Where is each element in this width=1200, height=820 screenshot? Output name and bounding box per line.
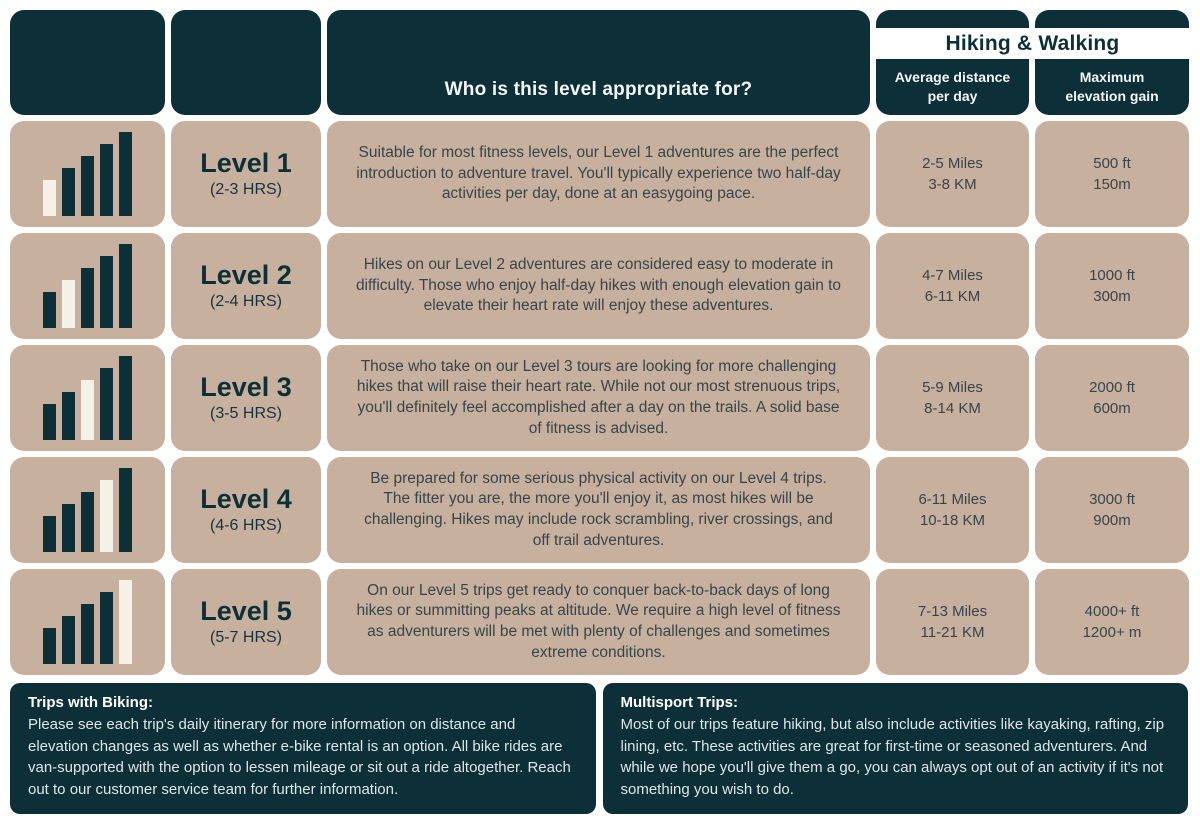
difficulty-bars-icon bbox=[43, 468, 132, 552]
distance-km: 8-14 KM bbox=[924, 400, 981, 417]
level3-elevation-cell bbox=[1035, 345, 1189, 451]
elevation-m: 1200+ m bbox=[1082, 624, 1142, 641]
level3-description-cell bbox=[327, 345, 870, 451]
who-column-label: Who is this level appropriate for? bbox=[444, 79, 753, 100]
level2-name-cell bbox=[171, 233, 321, 339]
level-name: Level 1 bbox=[200, 148, 292, 179]
level1-name-cell bbox=[171, 121, 321, 227]
header-spacer-level-col bbox=[171, 10, 321, 115]
bar bbox=[43, 628, 56, 664]
level-name: Level 5 bbox=[200, 596, 292, 627]
bar bbox=[100, 368, 113, 440]
level-hours: (4-6 HRS) bbox=[209, 516, 282, 534]
elevation-ft: 1000 ft bbox=[1089, 267, 1135, 284]
bar bbox=[100, 592, 113, 664]
highlighted-bar bbox=[43, 180, 56, 216]
bar bbox=[119, 244, 132, 328]
level-distance bbox=[918, 601, 987, 643]
elevation-ft: 500 ft bbox=[1093, 155, 1131, 172]
average-distance-line1: Average distance bbox=[894, 68, 1011, 85]
bar bbox=[43, 404, 56, 440]
header-who-column bbox=[327, 10, 870, 115]
level2-elevation-cell bbox=[1035, 233, 1189, 339]
elevation-ft: 4000+ ft bbox=[1084, 603, 1140, 620]
biking-note-box bbox=[10, 683, 596, 814]
level-description: On our Level 5 trips get ready to conquer back-to-back days of long hikes or summitting peaks at altitude. We require a high level of fitness as adventurers will be met with plenty of challenges and sometimes extreme conditions. bbox=[356, 581, 841, 661]
distance-miles: 5-9 Miles bbox=[922, 379, 983, 396]
level-distance bbox=[922, 265, 983, 307]
bar bbox=[119, 468, 132, 552]
bar bbox=[43, 292, 56, 328]
max-elevation-line1: Maximum bbox=[1079, 68, 1145, 85]
level-distance bbox=[918, 489, 986, 531]
level-hours: (5-7 HRS) bbox=[209, 628, 282, 646]
level-description: Suitable for most fitness levels, our Level 1 adventures are the perfect introduction to adventure travel. You'll typically experience two half-day activities per day, done at an easygoing pace. bbox=[356, 144, 841, 203]
difficulty-bars-icon bbox=[43, 356, 132, 440]
elevation-m: 900m bbox=[1093, 512, 1131, 529]
level4-name-cell bbox=[171, 457, 321, 563]
level4-description-cell bbox=[327, 457, 870, 563]
distance-km: 11-21 KM bbox=[920, 624, 985, 641]
difficulty-bars-icon bbox=[43, 132, 132, 216]
difficulty-bars-icon bbox=[43, 580, 132, 664]
bar bbox=[62, 168, 75, 216]
distance-miles: 2-5 Miles bbox=[922, 155, 983, 172]
level-description: Those who take on our Level 3 tours are looking for more challenging hikes that will raise their heart rate. While not our most strenuous trips, you'll definitely feel accomplished after a day on the trails. A solid base of fitness is advised. bbox=[356, 357, 841, 437]
highlighted-bar bbox=[81, 380, 94, 440]
biking-note-title: Trips with Biking: bbox=[28, 694, 154, 711]
bar bbox=[100, 256, 113, 328]
bar bbox=[81, 268, 94, 328]
level1-elevation-cell bbox=[1035, 121, 1189, 227]
level1-distance-cell bbox=[876, 121, 1029, 227]
max-elevation-label bbox=[1065, 68, 1158, 106]
level-hours: (2-3 HRS) bbox=[209, 180, 282, 198]
bar bbox=[81, 156, 94, 216]
level4-elevation-cell bbox=[1035, 457, 1189, 563]
bar bbox=[81, 604, 94, 664]
elevation-m: 300m bbox=[1093, 288, 1131, 305]
level-name: Level 4 bbox=[200, 484, 292, 515]
bar bbox=[100, 144, 113, 216]
elevation-ft: 2000 ft bbox=[1089, 379, 1135, 396]
header-spacer-icon-col bbox=[10, 10, 165, 115]
level-hours: (3-5 HRS) bbox=[209, 404, 282, 422]
level3-icon-cell bbox=[10, 345, 165, 451]
bar bbox=[43, 516, 56, 552]
levels-table bbox=[10, 10, 1188, 675]
distance-km: 3-8 KM bbox=[928, 176, 977, 193]
multisport-note-text: Most of our trips feature hiking, but also include activities like kayaking, rafting, zip lining, etc. These activities are great for first-time or seasoned adventurers. And while we hope you'll give them a go, you can always opt out of an activity if it's not something you wish to do. bbox=[620, 716, 1165, 798]
level-name: Level 3 bbox=[200, 372, 292, 403]
elevation-m: 150m bbox=[1093, 176, 1131, 193]
level-elevation bbox=[1089, 377, 1135, 419]
level2-distance-cell bbox=[876, 233, 1029, 339]
level-description: Hikes on our Level 2 adventures are considered easy to moderate in difficulty. Those who enjoy half-day hikes with enough elevation gain to elevate their heart rate will enjoy these adventures. bbox=[355, 256, 842, 315]
level-distance bbox=[922, 377, 983, 419]
average-distance-label bbox=[895, 68, 1010, 106]
level-elevation bbox=[1083, 601, 1142, 643]
bar bbox=[62, 504, 75, 552]
distance-km: 6-11 KM bbox=[924, 288, 981, 305]
distance-km: 10-18 KM bbox=[919, 512, 986, 529]
highlighted-bar bbox=[62, 280, 75, 328]
distance-miles: 4-7 Miles bbox=[922, 267, 983, 284]
difficulty-bars-icon bbox=[43, 244, 132, 328]
level5-icon-cell bbox=[10, 569, 165, 675]
elevation-m: 600m bbox=[1093, 400, 1131, 417]
max-elevation-line2: elevation gain bbox=[1065, 87, 1159, 104]
level5-description-cell bbox=[327, 569, 870, 675]
multisport-note-box bbox=[603, 683, 1189, 814]
multisport-note-title: Multisport Trips: bbox=[620, 694, 738, 711]
level5-elevation-cell bbox=[1035, 569, 1189, 675]
bar bbox=[81, 492, 94, 552]
hiking-walking-title: Hiking & Walking bbox=[945, 31, 1120, 55]
bar bbox=[62, 616, 75, 664]
level4-icon-cell bbox=[10, 457, 165, 563]
level5-distance-cell bbox=[876, 569, 1029, 675]
level3-distance-cell bbox=[876, 345, 1029, 451]
header-average-distance-column bbox=[876, 10, 1029, 115]
average-distance-line2: per day bbox=[927, 87, 978, 104]
elevation-ft: 3000 ft bbox=[1089, 491, 1135, 508]
level1-icon-cell bbox=[10, 121, 165, 227]
bar bbox=[119, 132, 132, 216]
header-max-elevation-column bbox=[1035, 10, 1189, 115]
level1-description-cell bbox=[327, 121, 870, 227]
hiking-walking-title-band bbox=[874, 28, 1191, 59]
level3-name-cell bbox=[171, 345, 321, 451]
bar bbox=[62, 392, 75, 440]
distance-miles: 6-11 Miles bbox=[918, 491, 987, 508]
level-distance bbox=[922, 153, 983, 195]
bar bbox=[119, 356, 132, 440]
highlighted-bar bbox=[100, 480, 113, 552]
distance-miles: 7-13 Miles bbox=[917, 603, 988, 620]
level-elevation bbox=[1089, 489, 1135, 531]
level-hours: (2-4 HRS) bbox=[209, 292, 282, 310]
level2-icon-cell bbox=[10, 233, 165, 339]
biking-note-text: Please see each trip's daily itinerary for more information on distance and elevation changes as well as whether e-bike rental is an option. All bike rides are van-supported with the option to lessen mileage or sit out a ride altogether. Reach out to our customer service team for further information. bbox=[28, 716, 571, 798]
level-elevation bbox=[1089, 265, 1135, 307]
level5-name-cell bbox=[171, 569, 321, 675]
level4-distance-cell bbox=[876, 457, 1029, 563]
level2-description-cell bbox=[327, 233, 870, 339]
level-elevation bbox=[1093, 153, 1131, 195]
footer-notes bbox=[10, 683, 1188, 814]
hiking-walking-header-group bbox=[876, 10, 1189, 115]
highlighted-bar bbox=[119, 580, 132, 664]
level-description: Be prepared for some serious physical activity on our Level 4 trips. The fitter you are, the more you'll enjoy it, as most hikes will be challenging. Hikes may include rock scrambling, river crossings, and off trail adventures. bbox=[364, 469, 833, 549]
level-name: Level 2 bbox=[200, 260, 292, 291]
